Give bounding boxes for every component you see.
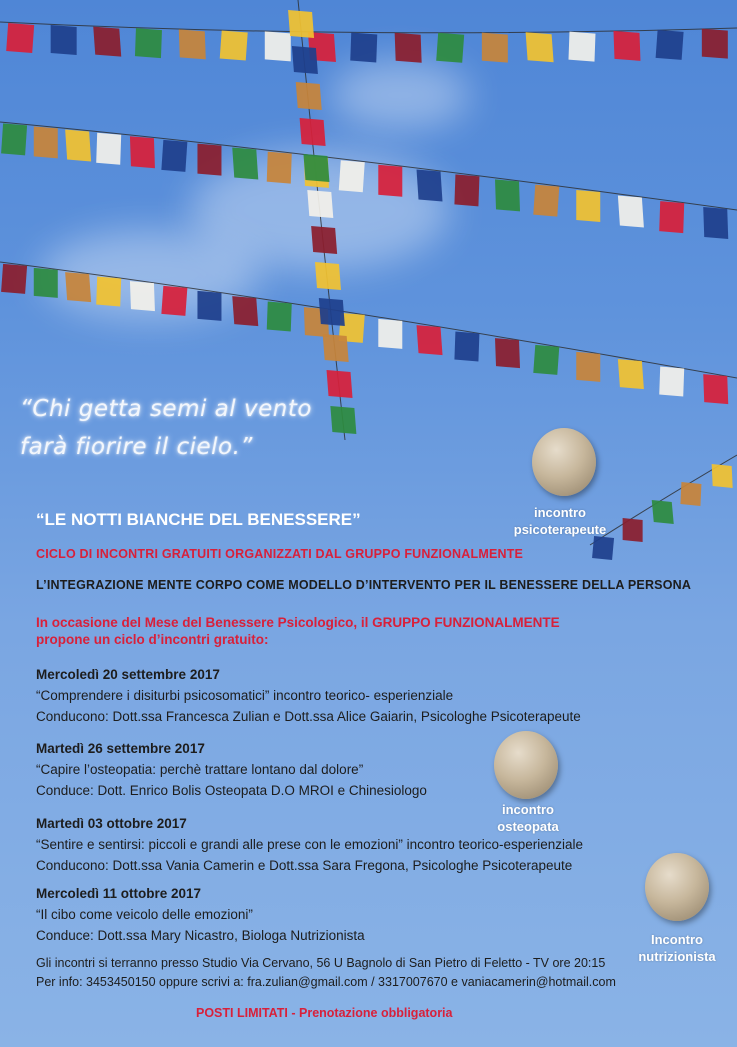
prayer-flag: [417, 325, 443, 355]
event-hosts: Conduce: Dott.ssa Mary Nicastro, Biologa Nutrizionista: [36, 928, 365, 943]
prayer-flag: [130, 281, 155, 311]
prayer-flag: [526, 32, 554, 62]
prayer-flag: [161, 140, 187, 172]
event-date: Mercoledì 11 ottobre 2017: [36, 886, 202, 901]
intro-line-1: In occasione del Mese del Benessere Psicologico, il GRUPPO FUNZIONALMENTE: [36, 615, 560, 630]
quote-line-1: “Chi getta semi al vento: [20, 396, 312, 422]
prayer-flag: [232, 296, 258, 326]
prayer-flag: [656, 30, 684, 60]
prayer-flag: [300, 118, 326, 146]
prayer-flag: [130, 136, 155, 168]
prayer-flag: [6, 23, 34, 53]
prayer-flag: [1, 123, 27, 155]
prayer-flag: [197, 144, 221, 176]
prayer-flag: [613, 31, 640, 61]
stone-icon: [532, 428, 596, 496]
prayer-flag: [618, 359, 644, 389]
subtitle-dark: L’INTEGRAZIONE MENTE CORPO COME MODELLO D’INTERVENTO PER IL BENESSERE DELLA PERSONA: [36, 578, 692, 592]
event-date: Martedì 03 ottobre 2017: [36, 816, 187, 831]
prayer-flag: [702, 29, 728, 59]
prayer-flag: [265, 31, 291, 61]
prayer-flag: [179, 29, 206, 59]
prayer-flag: [65, 272, 91, 302]
event-topic: “Capire l’osteopatia: perchè trattare lontano dal dolore”: [36, 762, 364, 777]
prayer-flag: [703, 374, 728, 404]
prayer-flag: [96, 133, 121, 165]
prayer-flag: [96, 277, 121, 307]
prayer-flag: [93, 27, 121, 57]
prayer-flag: [303, 154, 329, 182]
location-text: Gli incontri si terranno presso Studio Via Cervano, 56 U Bagnolo di San Pietro di Feletto - TV ore 20:15: [36, 956, 606, 970]
prayer-flag: [350, 33, 377, 63]
event-hosts: Conducono: Dott.ssa Francesca Zulian e Dott.ssa Alice Gaiarin, Psicologhe Psicoterapeute: [36, 709, 581, 724]
prayer-flag: [378, 319, 402, 349]
event-date: Mercoledì 20 settembre 2017: [36, 667, 220, 682]
quote-line-2: farà fiorire il cielo.”: [20, 434, 253, 460]
event-date: Martedì 26 settembre 2017: [36, 741, 205, 756]
prayer-flag: [618, 196, 644, 228]
prayer-flag: [680, 482, 701, 506]
stone-label-line: incontro: [534, 505, 586, 520]
prayer-flag: [417, 170, 443, 202]
prayer-flag: [576, 352, 600, 382]
prayer-flag: [220, 31, 248, 61]
prayer-flag: [378, 165, 402, 197]
prayer-flag: [533, 345, 559, 375]
stone-label-osteopata: [468, 801, 588, 835]
prayer-flag: [454, 332, 479, 362]
prayer-flag: [232, 148, 258, 180]
prayer-flag: [1, 264, 27, 294]
event-topic: “Il cibo come veicolo delle emozioni”: [36, 907, 253, 922]
prayer-flag: [495, 179, 520, 211]
prayer-flag: [659, 201, 684, 233]
event-topic: “Comprendere i disiturbi psicosomatici” incontro teorico- esperienziale: [36, 688, 454, 703]
prayer-flag: [659, 367, 684, 397]
event-hosts: Conduce: Dott. Enrico Bolis Osteopata D.O MROI e Chinesiologo: [36, 783, 427, 798]
prayer-flag: [712, 464, 733, 488]
prayer-flag: [311, 226, 337, 254]
prayer-flag: [482, 33, 508, 63]
event-topic: “Sentire e sentirsi: piccoli e grandi alle prese con le emozioni” incontro teorico-esperienziale: [36, 837, 584, 852]
prayer-flag: [652, 500, 674, 524]
prayer-flag: [623, 518, 643, 542]
prayer-flag: [135, 28, 162, 58]
stone-label-line: incontro: [502, 802, 554, 817]
prayer-flag: [65, 130, 91, 162]
event-title: “LE NOTTI BIANCHE DEL BENESSERE”: [36, 510, 361, 529]
prayer-flag: [34, 268, 58, 298]
prayer-flag: [267, 152, 292, 184]
prayer-flag: [51, 25, 77, 55]
stone-label-line: nutrizionista: [638, 949, 716, 964]
subtitle-red: CICLO DI INCONTRI GRATUITI ORGANIZZATI DAL GRUPPO FUNZIONALMENTE: [36, 547, 524, 561]
prayer-flag: [395, 33, 422, 63]
stone-label-line: osteopata: [497, 819, 559, 834]
prayer-flag: [592, 536, 614, 560]
prayer-flag: [296, 82, 322, 110]
prayer-flag: [34, 126, 58, 158]
prayer-flag: [161, 286, 187, 316]
prayer-flag: [533, 185, 559, 217]
contact-info: Per info: 3453450150 oppure scrivi a: fra.zulian@gmail.com / 3317007670 e vaniacamerin@hotmail.com: [36, 975, 616, 989]
event-hosts: Conducono: Dott.ssa Vania Camerin e Dott.ssa Sara Fregona, Psicologhe Psicoterapeute: [36, 858, 573, 873]
prayer-flag: [568, 32, 595, 62]
prayer-flag: [339, 160, 365, 192]
prayer-flag: [267, 302, 292, 332]
prayer-flag: [454, 174, 479, 206]
stone-label-line: psicoterapeute: [513, 522, 607, 537]
prayer-flag: [307, 190, 333, 218]
prayer-flag: [292, 46, 318, 74]
prayer-flag: [576, 190, 600, 222]
prayer-flag: [436, 33, 464, 63]
prayer-flag: [288, 10, 314, 38]
prayer-flag: [319, 298, 345, 326]
prayer-flag: [495, 338, 520, 368]
prayer-flag: [703, 207, 728, 239]
prayer-flag: [197, 291, 221, 321]
stone-label-psicoterapeute: [500, 504, 620, 538]
prayer-flag: [315, 262, 341, 290]
limited-seats-notice: POSTI LIMITATI - Prenotazione obbligatoria: [196, 1006, 453, 1020]
stone-icon: [645, 853, 709, 921]
quote: [20, 390, 350, 466]
stone-label-nutrizionista: [617, 931, 737, 965]
stone-icon: [494, 731, 558, 799]
stone-label-line: Incontro: [651, 932, 703, 947]
intro-line-2: propone un ciclo d’incontri gratuito:: [36, 632, 269, 647]
prayer-flag: [323, 334, 349, 362]
